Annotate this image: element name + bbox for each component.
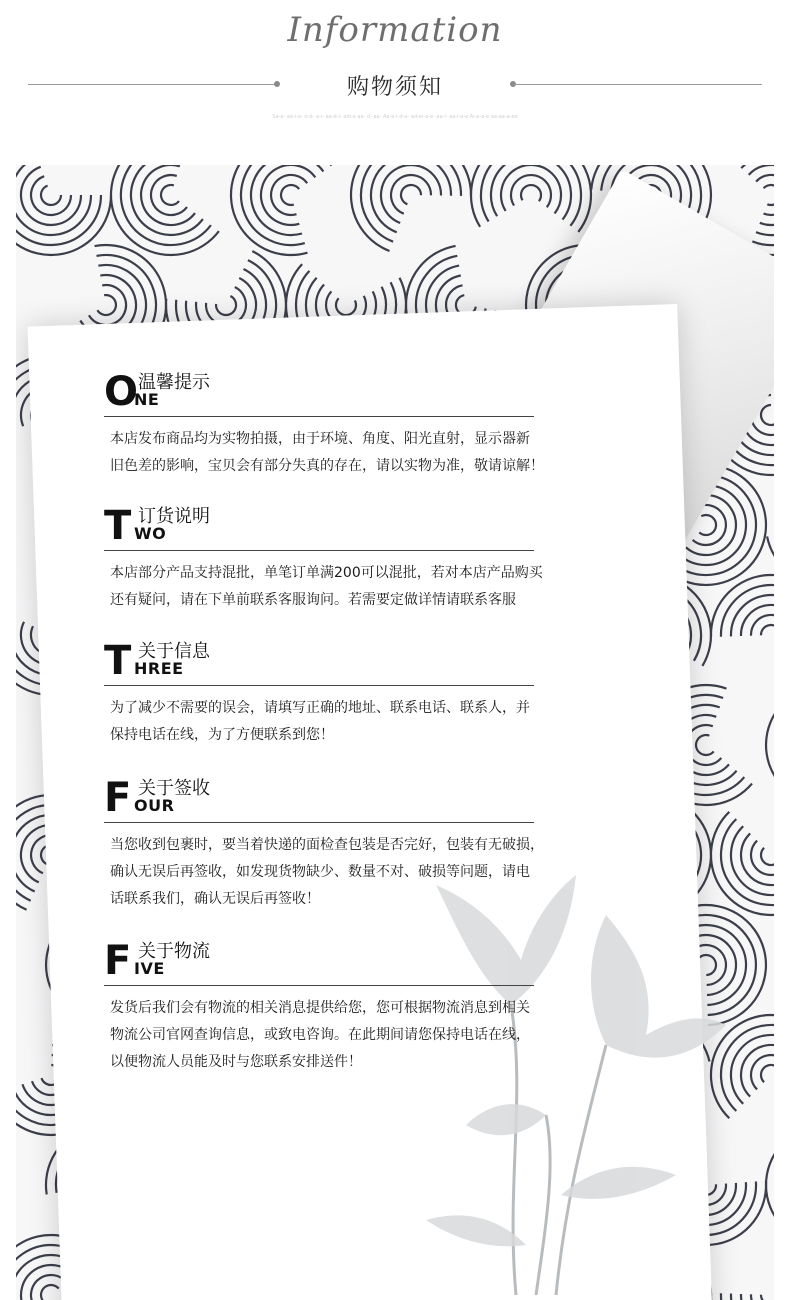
section-initial: O [104, 369, 139, 415]
section-two [104, 502, 543, 608]
section-title: 关于物流 [138, 941, 210, 962]
body-line: 话联系我们，确认无误后再签收！ [110, 891, 320, 907]
body-line: 为了减少不需要的误会，请填写正确的地址、联系电话、联系人，并 [110, 700, 530, 716]
section-five [104, 937, 534, 1070]
section-heading [104, 774, 534, 820]
section-word: HREE [134, 659, 184, 678]
section-divider [104, 985, 534, 986]
section-four [104, 774, 544, 907]
section-one [104, 368, 544, 474]
fine-print: Sa-a- ae-i-a- o-d- a-i- aa-d-i- adi-e aa- d- aa- Aa-e-l-d-a- ad-ei-a-e- aa-i- aa-i-a-e Ai-e-a-e aa-aa-a-ee [272, 114, 518, 120]
section-title: 关于签收 [138, 778, 210, 799]
section-word: IVE [134, 959, 165, 978]
body-line: 本店发布商品均为实物拍摄，由于环境、角度、阳光直射，显示器新 [110, 431, 530, 447]
section-three [104, 637, 534, 743]
section-initial: F [104, 775, 132, 821]
page-title: 购物须知 [346, 75, 443, 100]
section-heading [104, 937, 534, 983]
section-divider [104, 416, 534, 417]
section-body [110, 995, 630, 1076]
section-heading [104, 368, 534, 414]
section-divider [104, 822, 534, 823]
section-heading [104, 502, 534, 548]
section-initial: T [104, 638, 132, 684]
body-line: 旧色差的影响，宝贝会有部分失真的存在，请以实物为准，敬请谅解！ [110, 458, 544, 474]
body-line: 保持电话在线，为了方便联系到您！ [110, 727, 334, 743]
section-title: 关于信息 [138, 641, 210, 662]
section-body [110, 426, 630, 480]
body-line: 物流公司官网查询信息，或致电咨询。在此期间请您保持电话在线， [110, 1027, 530, 1043]
body-line: 本店部分产品支持混批，单笔订单满200可以混批，若对本店产品购买 [110, 565, 543, 581]
body-line: 当您收到包裹时，要当着快递的面检查包装是否完好，包装有无破损， [110, 837, 544, 853]
section-title: 温馨提示 [138, 372, 210, 393]
body-line: 以便物流人员能及时与您联系安排送件！ [110, 1054, 362, 1070]
body-line: 还有疑问，请在下单前联系客服询问。若需要定做详情请联系客服 [110, 592, 516, 608]
section-divider [104, 550, 534, 551]
section-divider [104, 685, 534, 686]
section-word: OUR [134, 796, 175, 815]
section-heading [104, 637, 534, 683]
section-word: NE [134, 390, 160, 409]
section-body [110, 560, 630, 614]
body-line: 确认无误后再签收，如发现货物缺少、数量不对、破损等问题，请电 [110, 864, 530, 880]
section-title: 订货说明 [138, 506, 210, 527]
section-word: WO [134, 524, 167, 543]
section-initial: F [104, 938, 132, 984]
section-body [110, 695, 630, 749]
section-initial: T [104, 503, 132, 549]
section-body [110, 832, 630, 913]
body-line: 发货后我们会有物流的相关消息提供给您，您可根据物流消息到相关 [110, 1000, 530, 1016]
script-title: Information [287, 10, 503, 50]
